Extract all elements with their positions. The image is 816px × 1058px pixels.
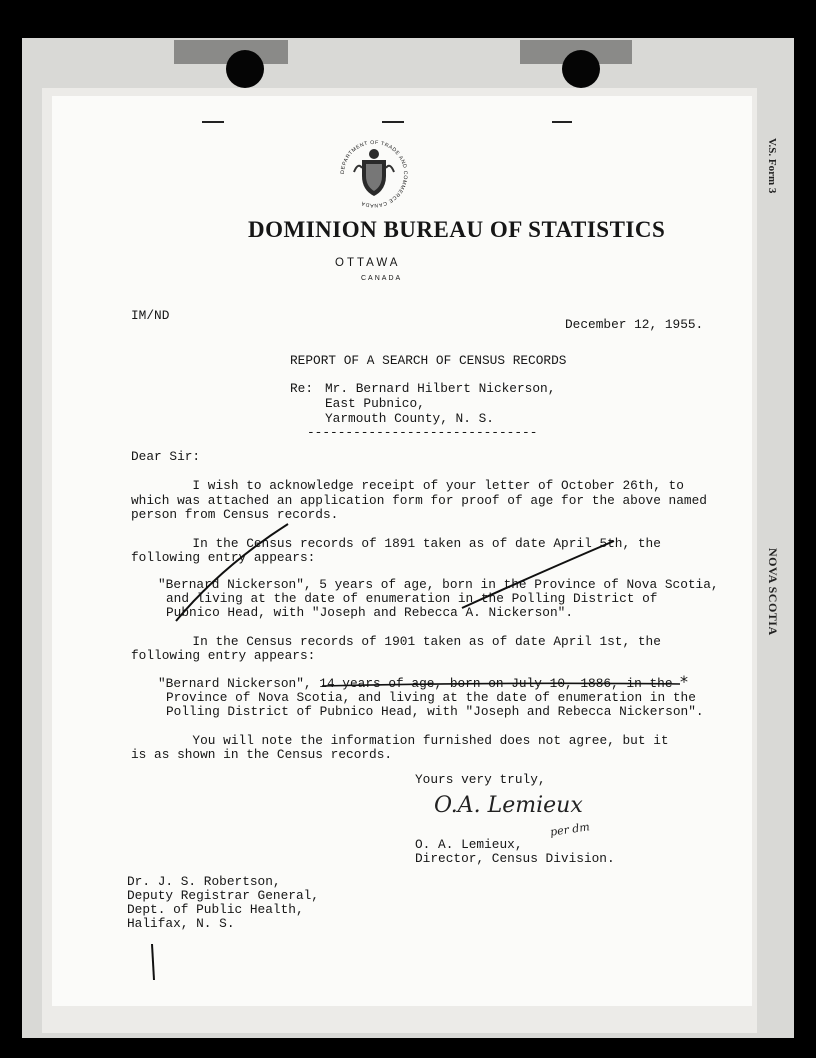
recipient-line: Halifax, N. S. [127,916,235,931]
re-line: East Pubnico, [325,396,425,411]
handwritten-signature: O.A. Lemieux [434,793,583,818]
asterisk-mark: * [680,672,688,691]
paragraph-line: person from Census records. [131,507,339,522]
census-1901-entry: Province of Nova Scotia, and living at the date of enumeration in the [166,690,696,705]
recipient-line: Dept. of Public Health, [127,902,304,917]
paragraph-line: In the Census records of 1901 taken as of date April 1st, the [131,634,661,649]
form-label: V.S. Form 3 [766,138,778,194]
census-1891-entry: and living at the date of enumeration in the Polling District of [166,591,658,606]
paragraph-line: is as shown in the Census records. [131,747,393,762]
census-1891-entry: "Bernard Nickerson", 5 years of age, born in the Province of Nova Scotia, [158,577,719,592]
letterhead-country: CANADA [361,275,403,282]
checkmark-icon [176,524,288,621]
re-line: Yarmouth County, N. S. [325,411,494,426]
punch-hole-right [562,50,600,88]
census-1891-entry: Pubnico Head, with "Joseph and Rebecca A. Nickerson". [166,605,574,620]
re-label: Re: [290,381,314,396]
letter-page [52,96,752,1006]
reference-code: IM/ND [131,308,170,323]
province-margin-text: NOVA SCOTIA [766,548,780,636]
census-1901-entry: Polling District of Pubnico Head, with "Joseph and Rebecca Nickerson". [166,704,704,719]
signatory-name: O. A. Lemieux, [415,837,523,852]
recipient-line: Deputy Registrar General, [127,888,319,903]
report-subject: REPORT OF A SEARCH OF CENSUS RECORDS [290,353,567,368]
punch-hole-left [226,50,264,88]
letter-date: December 12, 1955. [565,317,704,332]
signatory-title: Director, Census Division. [415,851,615,866]
closing: Yours very truly, [415,772,546,787]
re-rule: ------------------------------ [307,425,538,440]
checkmark-icon [462,541,614,608]
paragraph-line: following entry appears: [131,550,316,565]
census-1901-entry: "Bernard Nickerson", 14 years of age, born on July 10, 1886, in the [158,676,673,691]
date-underline [322,683,680,686]
svg-text:DEPARTMENT OF TRADE AND COMMER: DEPARTMENT OF TRADE AND COMMERCE CANADA [339,139,409,209]
recipient-line: Dr. J. S. Robertson, [127,874,281,889]
letterhead-title: DOMINION BUREAU OF STATISTICS [248,217,666,242]
signature-per-note: per dm [549,820,591,839]
paragraph-line: You will note the information furnished does not agree, but it [131,733,669,748]
paragraph-line: I wish to acknowledge receipt of your letter of October 26th, to [131,478,684,493]
paragraph-line: which was attached an application form for proof of age for the above named [131,493,707,508]
paragraph-line: following entry appears: [131,648,316,663]
salutation: Dear Sir: [131,449,201,464]
letterhead-city: OTTAWA [335,257,401,269]
re-line: Mr. Bernard Hilbert Nickerson, [325,381,556,396]
paragraph-line: In the Census records of 1891 taken as of date April 5th, the [131,536,661,551]
pen-marks [52,96,752,1006]
